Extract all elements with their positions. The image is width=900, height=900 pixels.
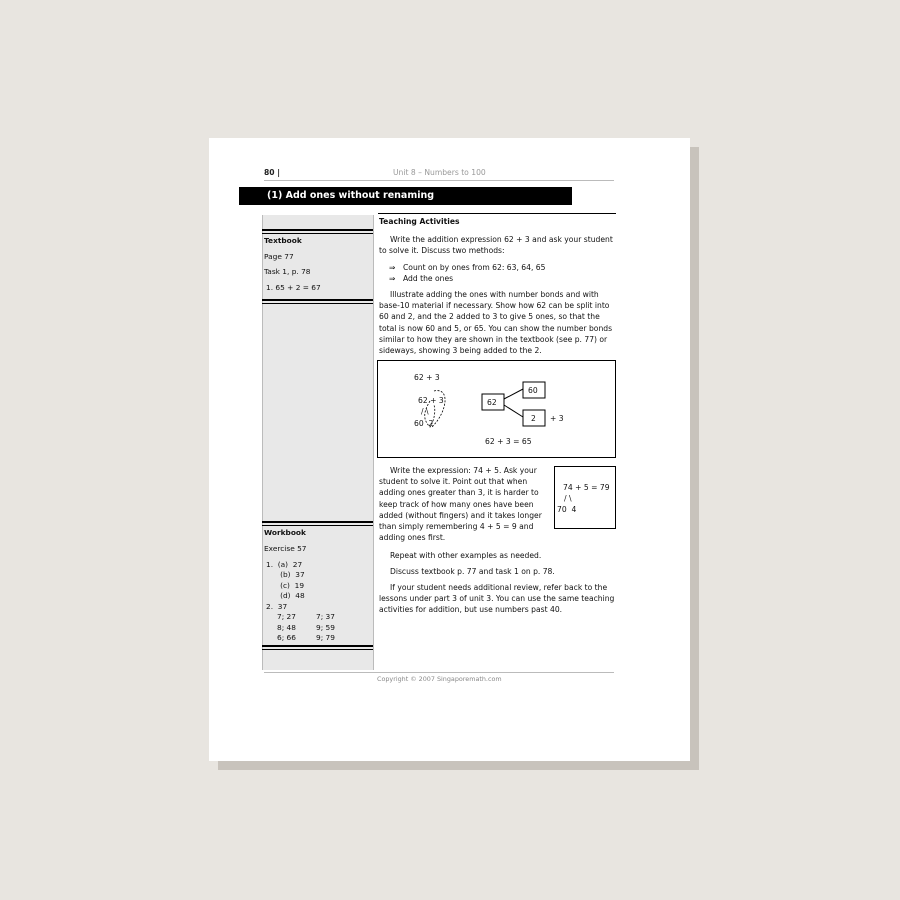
paragraph-review: If your student needs additional review, refer back to the lessons under part 3 of unit 3. You can use the same teaching activities for addition, but use numbers past 40. xyxy=(379,583,615,615)
sidebar-rule xyxy=(262,521,373,526)
bond-whole-value: 62 xyxy=(487,398,497,407)
textbook-page: Page 77 xyxy=(264,252,294,261)
document-page xyxy=(209,138,690,761)
bullet-item: Count on by ones from 62: 63, 64, 65 xyxy=(403,263,546,272)
sidebar-rule xyxy=(262,229,373,234)
diagram-expression: 62 + 3 xyxy=(414,373,440,382)
teaching-activities-heading: Teaching Activities xyxy=(379,217,460,226)
workbook-pair-left: 8; 48 xyxy=(277,623,296,632)
header-rule xyxy=(264,180,614,181)
workbook-pair-left: 7; 27 xyxy=(277,612,296,621)
unit-title: Unit 8 – Numbers to 100 xyxy=(393,168,486,177)
box-equation: 74 + 5 = 79 xyxy=(563,483,610,492)
workbook-pair-right: 7; 37 xyxy=(316,612,335,621)
diagram-split-marks: / \ xyxy=(421,407,429,416)
bond-ones-value: 2 xyxy=(531,414,536,423)
workbook-pair-left: 6; 66 xyxy=(277,633,296,642)
diagram-split-parts: 60 2 xyxy=(414,419,434,428)
workbook-pair-right: 9; 59 xyxy=(316,623,335,632)
diagram-expression-vertical: 62 + 3 xyxy=(418,396,444,405)
diagram-result: 62 + 3 = 65 xyxy=(485,437,532,446)
workbook-line: (d) 48 xyxy=(266,591,305,600)
box-split-marks: / \ xyxy=(564,494,572,503)
textbook-answer: 1. 65 + 2 = 67 xyxy=(266,283,321,292)
number-bond-box xyxy=(554,466,616,529)
workbook-line: (c) 19 xyxy=(266,581,305,590)
main-top-rule xyxy=(378,213,616,214)
paragraph-expression: Write the expression: 74 + 5. Ask your student to solve it. Point out that when adding ones greater than 3, it is harder to keep track of how many ones have been added (without fingers) and it takes longer than simply remembering 4 + 5 = 9 and adding ones first. xyxy=(379,466,542,543)
workbook-line: 1. (a) 27 xyxy=(266,560,303,569)
bullet-arrow-icon: ⇒ xyxy=(389,263,396,272)
bond-tens-value: 60 xyxy=(528,386,538,395)
sidebar-rule xyxy=(262,299,373,304)
section-title: (1) Add ones without renaming xyxy=(267,190,435,201)
copyright-footer: Copyright © 2007 Singaporemath.com xyxy=(377,675,502,683)
workbook-heading: Workbook xyxy=(264,528,306,537)
workbook-exercise: Exercise 57 xyxy=(264,544,307,553)
page-number: 80 | xyxy=(264,168,280,177)
bond-plus-three: + 3 xyxy=(550,414,564,423)
workbook-pair-right: 9; 79 xyxy=(316,633,335,642)
paragraph-discuss: Discuss textbook p. 77 and task 1 on p. 78. xyxy=(390,567,555,576)
paragraph-intro: Write the addition expression 62 + 3 and ask your student to solve it. Discuss two methods: xyxy=(379,235,613,256)
box-split-parts: 70 4 xyxy=(557,505,577,514)
textbook-heading: Textbook xyxy=(264,236,302,245)
sidebar-rule xyxy=(262,645,373,650)
textbook-task: Task 1, p. 78 xyxy=(264,267,311,276)
paragraph-illustrate: Illustrate adding the ones with number bonds and with base-10 material if necessary. Show how 62 can be split into 60 and 2, and the 2 added to 3 to give 5 ones, so that the total is now 60 and 5, or 65. You can show the number bonds similar to how they are shown in the textbook (see p. 77) or sideways, showing 3 being added to the 2. xyxy=(379,290,613,356)
bullet-item: Add the ones xyxy=(403,274,454,283)
footer-rule xyxy=(264,672,614,673)
workbook-line: 2. 37 xyxy=(266,602,288,611)
workbook-line: (b) 37 xyxy=(266,570,305,579)
paragraph-repeat: Repeat with other examples as needed. xyxy=(390,551,542,560)
bullet-arrow-icon: ⇒ xyxy=(389,274,396,283)
number-bond-diagram xyxy=(377,360,616,458)
